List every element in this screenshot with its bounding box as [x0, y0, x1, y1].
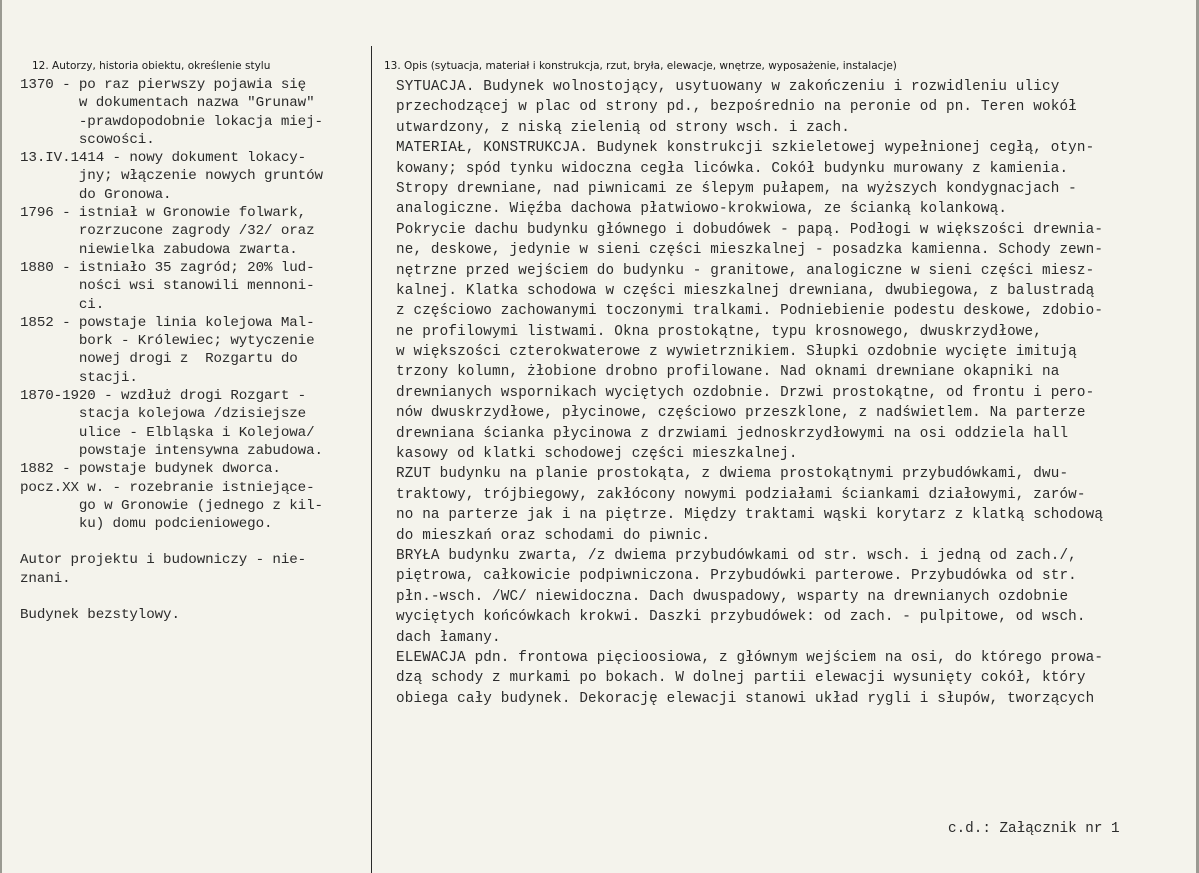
text-line: stacja kolejowa /dzisiejsze — [20, 406, 307, 423]
text-line: z częściowo zachowanymi toczonymi tralkami. Podniebienie podestu deskowe, zdobio- — [396, 303, 1104, 320]
text-line: ne profilowymi listwami. Okna prostokątne, typu krosnowego, dwuskrzydłowe, — [396, 323, 1042, 340]
text-line: ulice - Elbląska i Kolejowa/ — [20, 424, 315, 441]
text-line: BRYŁA budynku zwarta, /z dwiema przybudówkami od str. wsch. i jedną od zach./, — [396, 547, 1077, 564]
text-line: 1870-1920 - wzdłuż drogi Rozgart - — [20, 388, 307, 405]
text-line: do mieszkań oraz schodami do piwnic. — [396, 527, 711, 544]
text-line: analogiczne. Więźba dachowa płatwiowo-krokwiowa, ze ścianką kolankową. — [396, 201, 1008, 218]
text-line: scowości. — [20, 131, 155, 148]
text-line: wyciętych końcówkach krokwi. Daszki przybudówek: od zach. - pulpitowe, od wsch. — [396, 609, 1086, 626]
text-line: kalnej. Klatka schodowa w części mieszkalnej drewniana, dwubiegowa, z balustradą — [396, 282, 1095, 299]
right-column-header: 13. Opis (sytuacja, materiał i konstrukcja, rzut, bryła, elewacje, wnętrze, wyposażenie, instalacje) — [384, 60, 897, 72]
text-line: Pokrycie dachu budynku głównego i dobudówek - papą. Podłogi w większości drewnia- — [396, 221, 1104, 238]
text-line: 1852 - powstaje linia kolejowa Mal- — [20, 314, 315, 331]
text-line: traktowy, trójbiegowy, zakłócony nowymi podziałami ściankami działowymi, zarów- — [396, 486, 1086, 503]
text-line: jny; włączenie nowych gruntów — [20, 168, 323, 185]
description-column — [396, 77, 1196, 709]
text-line: MATERIAŁ, KONSTRUKCJA. Budynek konstrukcji szkieletowej wypełnionej cegłą, otyn- — [396, 140, 1095, 157]
text-line: nowej drogi z Rozgartu do — [20, 351, 298, 368]
text-line: bork - Królewiec; wytyczenie — [20, 333, 315, 350]
text-line: Stropy drewniane, nad piwnicami ze ślepym pułapem, na wyższych kondygnacjach - — [396, 180, 1077, 197]
text-line: ku) domu podcieniowego. — [20, 516, 273, 533]
text-line: dzą schody z murkami po bokach. W dolnej partii elewacji wysunięty cokół, który — [396, 670, 1086, 687]
text-line: w większości czterokwaterowe z wywietrznikiem. Słupki ozdobnie wycięte imitują — [396, 344, 1077, 361]
text-line: w dokumentach nazwa "Grunaw" — [20, 95, 315, 112]
text-line: niewielka zabudowa zwarta. — [20, 241, 298, 258]
text-line: Autor projektu i budowniczy - nie- — [20, 552, 307, 569]
text-line: ności wsi stanowili mennoni- — [20, 278, 315, 295]
text-line: no na parterze jak i na piętrze. Między traktami wąski korytarz z klatką schodową — [396, 507, 1104, 524]
text-line: nętrzne przed wejściem do budynku - granitowe, analogiczne w sieni części miesz- — [396, 262, 1095, 279]
text-line: Budynek bezstylowy. — [20, 607, 180, 624]
column-divider — [371, 46, 372, 873]
text-line: 1370 - po raz pierwszy pojawia się — [20, 77, 307, 93]
text-line: utwardzony, z niską zielenią od strony wsch. i zach. — [396, 119, 850, 136]
text-line: do Gronowa. — [20, 186, 172, 203]
continuation-note: c.d.: Załącznik nr 1 — [948, 821, 1120, 837]
text-line: piętrowa, całkowicie podpiwniczona. Przybudówki parterowe. Przybudówka od str. — [396, 568, 1077, 585]
history-entries — [20, 76, 366, 533]
text-line: 1796 - istniał w Gronowie folwark, — [20, 205, 307, 222]
text-line: powstaje intensywna zabudowa. — [20, 442, 323, 459]
text-line: ELEWACJA pdn. frontowa pięcioosiowa, z głównym wejściem na osi, do którego prowa- — [396, 649, 1104, 666]
text-line: rozrzucone zagrody /32/ oraz — [20, 223, 315, 240]
text-line: ci. — [20, 296, 105, 313]
text-line: drewnianych wspornikach wyciętych ozdobnie. Drzwi prostokątne, od frontu i pero- — [396, 384, 1095, 401]
author-note — [20, 551, 366, 588]
text-line: obiega cały budynek. Dekorację elewacji stanowi układ rygli i słupów, tworzących — [396, 690, 1095, 707]
text-line: go w Gronowie (jednego z kil- — [20, 497, 323, 514]
text-line: pocz.XX w. - rozebranie istniejące- — [20, 479, 315, 496]
text-line: stacji. — [20, 369, 138, 386]
text-line: 1882 - powstaje budynek dworca. — [20, 461, 281, 478]
text-line: kasowy od klatki schodowej części mieszkalnej. — [396, 446, 798, 463]
style-note — [20, 606, 366, 624]
text-line: trzony kolumn, żłobione drobno profilowane. Nad oknami drewniane okapniki na — [396, 364, 1060, 381]
text-line: SYTUACJA. Budynek wolnostojący, usytuowany w zakończeniu i rozwidleniu ulicy — [396, 79, 1060, 95]
text-line: drewniana ścianka płycinowa z drzwiami jednoskrzydłowymi na osi oddziela hall — [396, 425, 1069, 442]
left-column-header: 12. Autorzy, historia obiektu, określenie stylu — [32, 60, 271, 72]
text-line: przechodzącej w plac od strony pd., bezpośrednio na peronie od pn. Teren wokół — [396, 99, 1077, 116]
text-line: 1880 - istniało 35 zagród; 20% lud- — [20, 259, 315, 276]
text-line: dach łamany. — [396, 629, 501, 646]
text-line: RZUT budynku na planie prostokąta, z dwiema prostokątnymi przybudówkami, dwu- — [396, 466, 1069, 483]
history-column — [20, 76, 366, 624]
text-line: nów dwuskrzydłowe, płycinowe, częściowo przeszklone, z nadświetlem. Na parterze — [396, 405, 1086, 422]
text-line: kowany; spód tynku widoczna cegła licówka. Cokół budynku murowany z kamienia. — [396, 160, 1069, 177]
text-line: -prawdopodobnie lokacja miej- — [20, 113, 323, 130]
text-line: płn.-wsch. /WC/ niewidoczna. Dach dwuspadowy, wsparty na drewnianych ozdobnie — [396, 588, 1069, 605]
text-line: ne, deskowe, jedynie w sieni części mieszkalnej - posadzka kamienna. Schody zewn- — [396, 242, 1104, 259]
text-line: 13.IV.1414 - nowy dokument lokacy- — [20, 150, 307, 167]
text-line: znani. — [20, 570, 71, 587]
